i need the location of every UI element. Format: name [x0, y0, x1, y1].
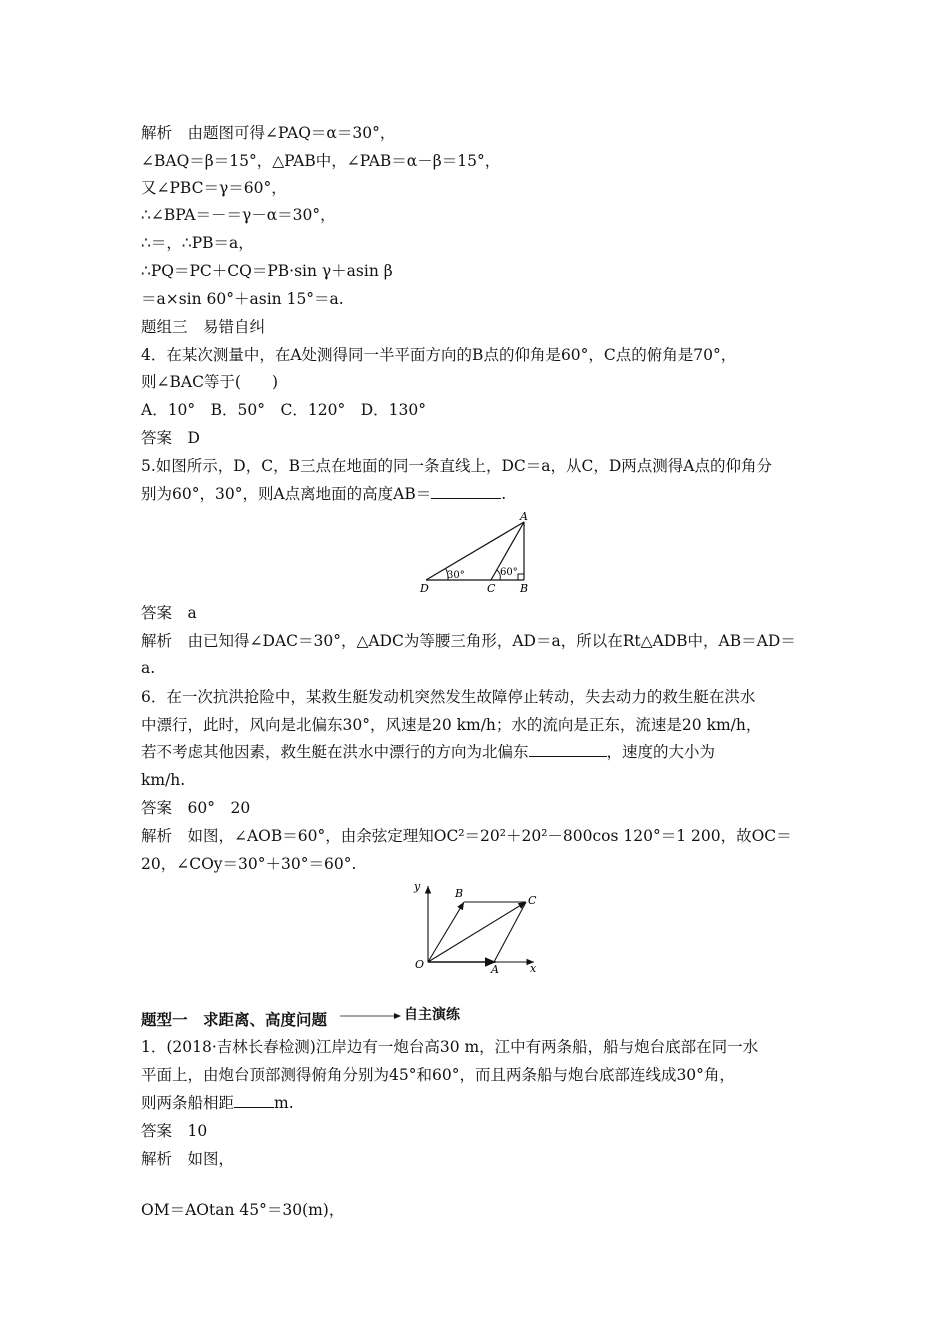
text-line: OM＝AOtan 45°＝30(m)， — [141, 1201, 345, 1219]
angle-60-label: 60° — [500, 567, 518, 578]
question-1: 1．(2018·吉林长春检测)江岸边有一炮台高30 m，江中有两条船，船与炮台底部在同一水 — [141, 1038, 759, 1056]
text-line: 解析 由题图可得∠PAQ＝α＝30°， — [141, 124, 396, 142]
section-heading: 题组三 易错自纠 — [141, 318, 266, 336]
text-line — [141, 1093, 294, 1113]
text-line: ∴∠BPA＝－＝γ－α＝30°， — [141, 206, 336, 224]
text-line: 解析 如图， — [141, 1150, 235, 1168]
point-D-label: D — [420, 582, 429, 595]
point-B-label: B — [520, 582, 529, 595]
text-line — [141, 484, 506, 504]
text-span: . — [501, 485, 507, 503]
answer-blank — [529, 742, 607, 757]
origin-O-label: O — [415, 958, 425, 971]
point-C-label: C — [487, 582, 496, 595]
answer: 答案 10 — [141, 1122, 208, 1140]
axis-y-label: y — [414, 880, 421, 893]
triangle-figure — [418, 512, 538, 598]
question-6: 6．在一次抗洪抢险中，某救生艇发动机突然发生故障停止转动，失去动力的救生艇在洪水 — [141, 688, 756, 706]
question-5: 5.如图所示，D，C，B三点在地面的同一条直线上，DC＝a，从C，D两点测得A点的仰角分 — [141, 457, 772, 475]
answer: 答案 D — [141, 429, 200, 447]
text-line — [141, 742, 715, 762]
text-line: 平面上，由炮台顶部测得俯角分别为45°和60°，而且两条船与炮台底部连线成30°角， — [141, 1066, 735, 1084]
text-line: a. — [141, 659, 156, 677]
vector-figure — [408, 876, 548, 976]
point-B-label: B — [455, 887, 464, 900]
section-title: 题型一 求距离、高度问题 — [141, 1010, 328, 1029]
text-span: 则两条船相距 — [141, 1094, 235, 1112]
text-span: 别为60°，30°，则A点离地面的高度AB＝ — [141, 485, 432, 503]
answer-blank — [234, 1093, 274, 1108]
text-line: km/h. — [141, 771, 186, 789]
section-tag: 自主演练 — [404, 1007, 460, 1023]
axis-x-label: x — [530, 962, 537, 975]
section-arrow-icon — [338, 1006, 404, 1020]
text-line: 又∠PBC＝γ＝60°， — [141, 179, 287, 197]
text-line: ∴PQ＝PC＋CQ＝PB·sin γ＋asin β — [141, 262, 393, 280]
text-span: 若不考虑其他因素，救生艇在洪水中漂行的方向为北偏东 — [141, 743, 529, 761]
text-line: 解析 如图，∠AOB＝60°，由余弦定理知OC²＝20²＋20²－800cos 120°＝1 200，故OC＝ — [141, 827, 792, 845]
text-line: ＝a×sin 60°＋asin 15°＝a. — [141, 290, 344, 308]
text-line: 中漂行，此时，风向是北偏东30°，风速是20 km/h；水的流向是正东，流速是20 km/h， — [141, 716, 762, 734]
point-A-label: A — [520, 512, 528, 523]
answer-blank — [431, 484, 501, 499]
angle-30-label: 30° — [447, 570, 465, 581]
text-line: 20，∠COy＝30°＋30°＝60°. — [141, 855, 357, 873]
text-span: m. — [274, 1094, 294, 1112]
text-line: 则∠BAC等于( ) — [141, 373, 279, 391]
text-line: ∴＝，∴PB＝a， — [141, 234, 254, 252]
text-line: ∠BAQ＝β＝15°，△PAB中，∠PAB＝α－β＝15°， — [141, 152, 501, 170]
question-4: 4．在某次测量中，在A处测得同一半平面方向的B点的仰角是60°，C点的俯角是70°， — [141, 346, 737, 364]
text-span: ，速度的大小为 — [606, 743, 716, 761]
text-line: 解析 由已知得∠DAC＝30°，△ADC为等腰三角形，AD＝a，所以在Rt△ADB中，AB＝AD＝ — [141, 632, 796, 650]
point-A-label: A — [491, 963, 499, 976]
answer: 答案 a — [141, 604, 197, 622]
point-C-label: C — [528, 894, 537, 907]
answer: 答案 60° 20 — [141, 799, 251, 817]
choices: A．10° B．50° C．120° D．130° — [141, 401, 426, 419]
